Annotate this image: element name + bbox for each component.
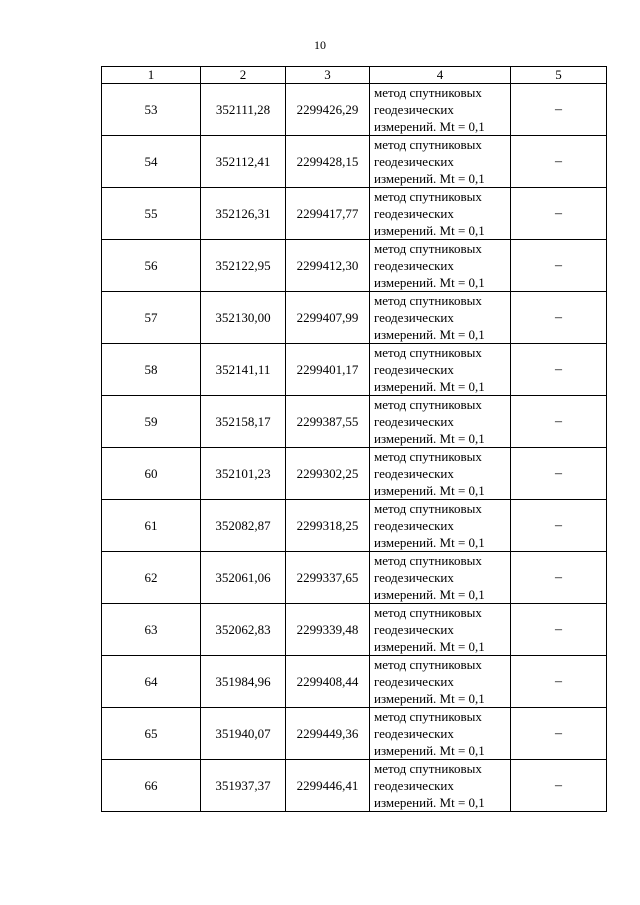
method-line-3: измерений. Mt = 0,1 [374,535,485,550]
method-cell [370,500,511,552]
column-5-cell: – [511,760,607,812]
table-row [102,188,607,240]
method-line-1: метод спутниковых [374,85,482,100]
point-number-cell: 62 [102,552,201,604]
y-coordinate-cell: 2299426,29 [286,84,370,136]
method-line-1: метод спутниковых [374,709,482,724]
method-line-2: геодезических [374,518,454,533]
column-5-cell: – [511,396,607,448]
y-coordinate-cell: 2299428,15 [286,136,370,188]
method-line-1: метод спутниковых [374,553,482,568]
y-coordinate-cell: 2299412,30 [286,240,370,292]
x-coordinate-cell: 352061,06 [201,552,286,604]
coordinates-table [101,66,607,812]
method-cell [370,552,511,604]
method-line-1: метод спутниковых [374,345,482,360]
header-cell-3: 3 [286,67,370,84]
method-line-3: измерений. Mt = 0,1 [374,587,485,602]
x-coordinate-cell: 352101,23 [201,448,286,500]
table-row [102,760,607,812]
x-coordinate-cell: 352062,83 [201,604,286,656]
table-row [102,604,607,656]
y-coordinate-cell: 2299337,65 [286,552,370,604]
point-number-cell: 59 [102,396,201,448]
method-cell [370,344,511,396]
method-line-1: метод спутниковых [374,605,482,620]
method-line-3: измерений. Mt = 0,1 [374,223,485,238]
method-cell [370,188,511,240]
method-line-3: измерений. Mt = 0,1 [374,743,485,758]
table-row [102,292,607,344]
column-5-cell: – [511,240,607,292]
x-coordinate-cell: 352112,41 [201,136,286,188]
method-line-2: геодезических [374,414,454,429]
y-coordinate-cell: 2299417,77 [286,188,370,240]
x-coordinate-cell: 352122,95 [201,240,286,292]
method-line-2: геодезических [374,622,454,637]
header-cell-1: 1 [102,67,201,84]
header-cell-5: 5 [511,67,607,84]
y-coordinate-cell: 2299407,99 [286,292,370,344]
method-line-3: измерений. Mt = 0,1 [374,795,485,810]
method-line-2: геодезических [374,674,454,689]
method-cell [370,760,511,812]
point-number-cell: 55 [102,188,201,240]
method-line-1: метод спутниковых [374,449,482,464]
point-number-cell: 53 [102,84,201,136]
point-number-cell: 58 [102,344,201,396]
y-coordinate-cell: 2299408,44 [286,656,370,708]
table-row [102,240,607,292]
point-number-cell: 63 [102,604,201,656]
table-body [102,84,607,812]
method-cell [370,292,511,344]
method-line-1: метод спутниковых [374,501,482,516]
method-cell [370,448,511,500]
method-line-2: геодезических [374,258,454,273]
method-line-1: метод спутниковых [374,397,482,412]
method-line-3: измерений. Mt = 0,1 [374,691,485,706]
column-5-cell: – [511,344,607,396]
column-5-cell: – [511,292,607,344]
method-line-3: измерений. Mt = 0,1 [374,431,485,446]
x-coordinate-cell: 352111,28 [201,84,286,136]
table-row [102,656,607,708]
x-coordinate-cell: 351984,96 [201,656,286,708]
method-cell [370,604,511,656]
method-line-2: геодезических [374,466,454,481]
method-cell [370,240,511,292]
table-row [102,84,607,136]
point-number-cell: 65 [102,708,201,760]
y-coordinate-cell: 2299449,36 [286,708,370,760]
method-cell [370,396,511,448]
x-coordinate-cell: 352082,87 [201,500,286,552]
method-line-1: метод спутниковых [374,241,482,256]
column-5-cell: – [511,656,607,708]
method-line-3: измерений. Mt = 0,1 [374,379,485,394]
table-row [102,344,607,396]
method-line-1: метод спутниковых [374,761,482,776]
column-5-cell: – [511,84,607,136]
method-line-2: геодезических [374,362,454,377]
method-cell [370,708,511,760]
method-cell [370,136,511,188]
point-number-cell: 56 [102,240,201,292]
x-coordinate-cell: 352126,31 [201,188,286,240]
table-header-row [102,67,607,84]
column-5-cell: – [511,448,607,500]
method-line-1: метод спутниковых [374,293,482,308]
header-cell-4: 4 [370,67,511,84]
y-coordinate-cell: 2299302,25 [286,448,370,500]
table-row [102,136,607,188]
method-line-1: метод спутниковых [374,657,482,672]
x-coordinate-cell: 352130,00 [201,292,286,344]
table-row [102,500,607,552]
column-5-cell: – [511,136,607,188]
table-row [102,552,607,604]
method-line-3: измерений. Mt = 0,1 [374,327,485,342]
y-coordinate-cell: 2299401,17 [286,344,370,396]
method-line-2: геодезических [374,154,454,169]
header-cell-2: 2 [201,67,286,84]
point-number-cell: 61 [102,500,201,552]
method-line-2: геодезических [374,570,454,585]
x-coordinate-cell: 352141,11 [201,344,286,396]
method-line-3: измерений. Mt = 0,1 [374,171,485,186]
column-5-cell: – [511,500,607,552]
method-line-2: геодезических [374,778,454,793]
method-line-2: геодезических [374,102,454,117]
point-number-cell: 54 [102,136,201,188]
point-number-cell: 60 [102,448,201,500]
method-line-3: измерений. Mt = 0,1 [374,483,485,498]
table-row [102,396,607,448]
column-5-cell: – [511,708,607,760]
table-row [102,448,607,500]
method-cell [370,84,511,136]
x-coordinate-cell: 352158,17 [201,396,286,448]
x-coordinate-cell: 351940,07 [201,708,286,760]
method-line-3: измерений. Mt = 0,1 [374,275,485,290]
method-line-1: метод спутниковых [374,137,482,152]
point-number-cell: 57 [102,292,201,344]
method-line-2: геодезических [374,206,454,221]
point-number-cell: 66 [102,760,201,812]
column-5-cell: – [511,552,607,604]
y-coordinate-cell: 2299318,25 [286,500,370,552]
method-line-3: измерений. Mt = 0,1 [374,119,485,134]
table-row [102,708,607,760]
y-coordinate-cell: 2299339,48 [286,604,370,656]
column-5-cell: – [511,188,607,240]
point-number-cell: 64 [102,656,201,708]
column-5-cell: – [511,604,607,656]
method-line-2: геодезических [374,726,454,741]
x-coordinate-cell: 351937,37 [201,760,286,812]
y-coordinate-cell: 2299446,41 [286,760,370,812]
method-line-2: геодезических [374,310,454,325]
method-line-1: метод спутниковых [374,189,482,204]
y-coordinate-cell: 2299387,55 [286,396,370,448]
method-cell [370,656,511,708]
method-line-3: измерений. Mt = 0,1 [374,639,485,654]
page-number: 10 [314,38,326,52]
